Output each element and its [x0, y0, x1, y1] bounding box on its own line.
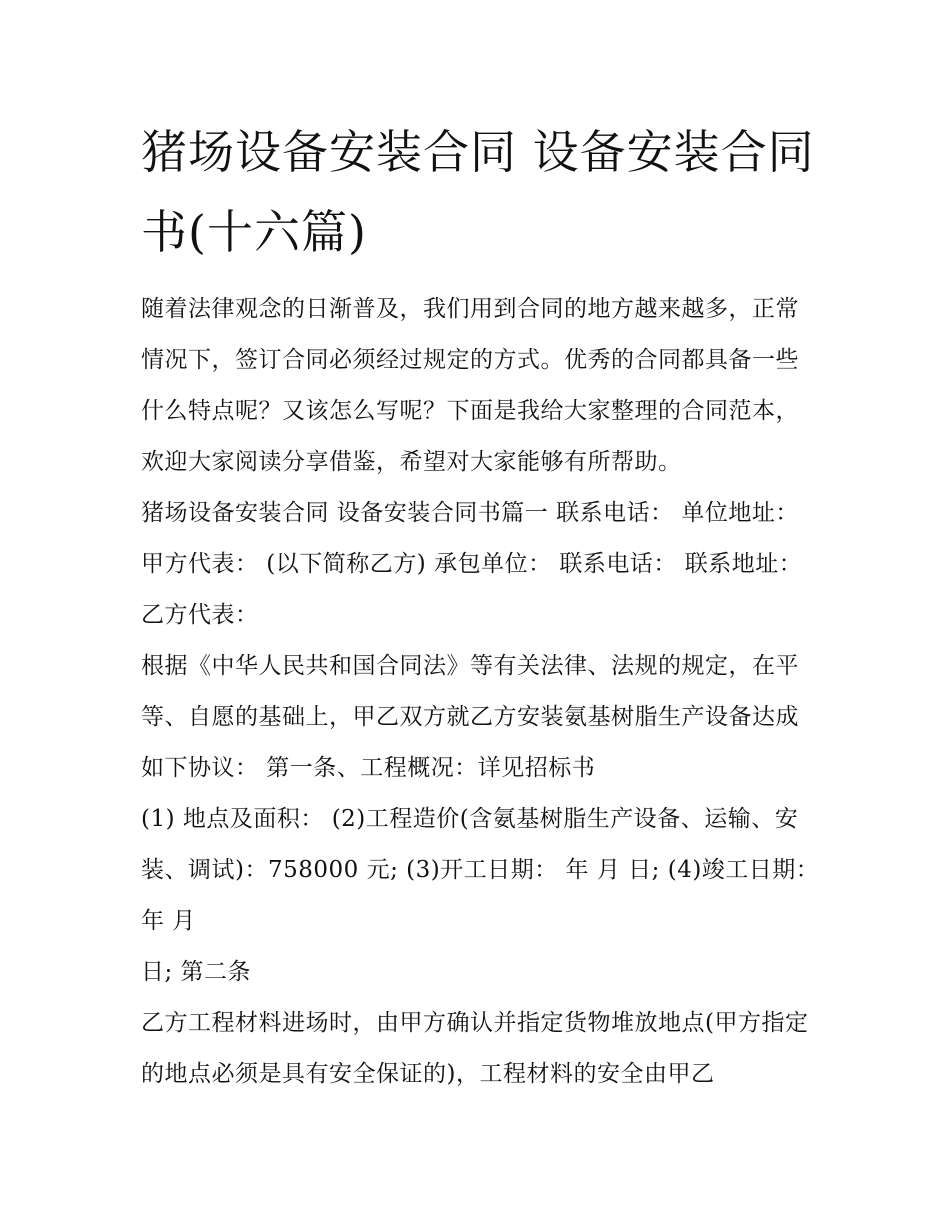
article-two-heading: 日; 第二条: [141, 959, 252, 985]
intro-paragraph: 随着法律观念的日渐普及，我们用到合同的地方越来越多，正常情况下，签订合同必须经过规定的方式。优秀的合同都具备一些什么特点呢？又该怎么写呢？下面是我给大家整理的合同范本，欢迎大家阅读分享借鉴，希望对大家能够有所帮助。: [141, 296, 799, 475]
contract-header-paragraph: 猪场设备安装合同 设备安装合同书篇一 联系电话： 单位地址： 甲方代表： (以下简称乙方) 承包单位： 联系电话： 联系地址： 乙方代表：: [141, 500, 803, 628]
materials-paragraph: 乙方工程材料进场时，由甲方确认并指定货物堆放地点(甲方指定的地点必须是具有安全保证的)，工程材料的安全由甲乙: [141, 1010, 809, 1087]
document-page: [141, 112, 821, 1100]
document-title: 猪场设备安装合同 设备安装合同书(十六篇): [141, 125, 815, 259]
project-details-paragraph: (1) 地点及面积： (2)工程造价(含氨基树脂生产设备、运输、安装、调试)：758000 元; (3)开工日期： 年 月 日; (4)竣工日期： 年 月: [141, 806, 820, 934]
agreement-paragraph: 根据《中华人民共和国合同法》等有关法律、法规的规定，在平等、自愿的基础上，甲乙双方就乙方安装氨基树脂生产设备达成如下协议： 第一条、工程概况：详见招标书: [141, 653, 799, 781]
